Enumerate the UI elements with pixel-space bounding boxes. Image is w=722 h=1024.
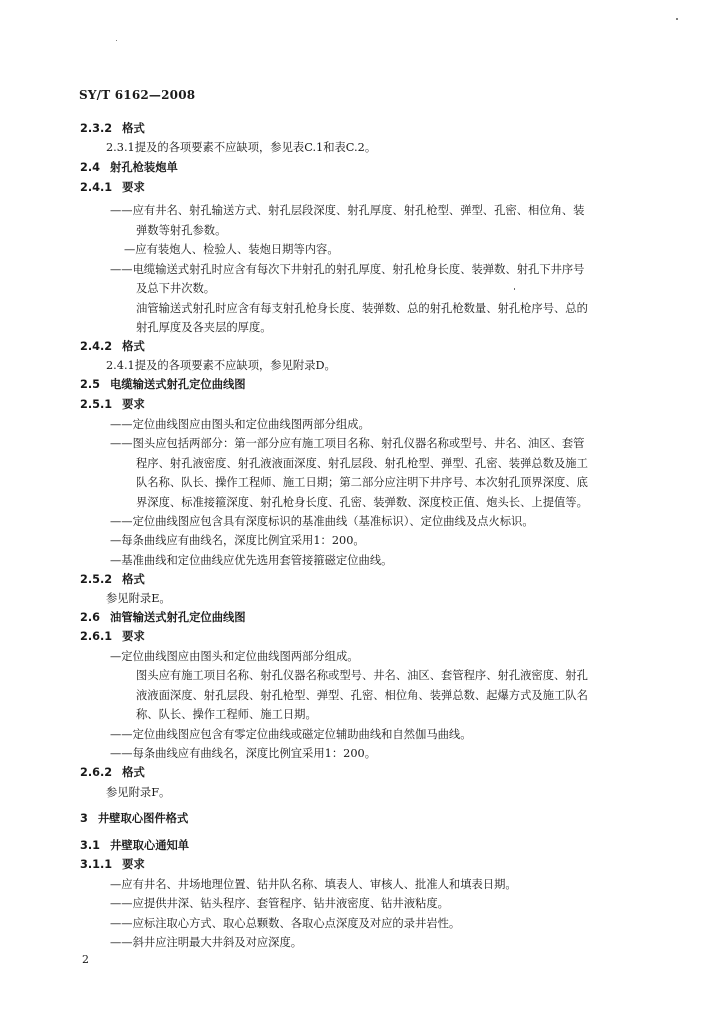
standard-code-header: SY/T 6162—2008 — [79, 88, 196, 102]
list-item: ——应有井名、射孔输送方式、射孔层段深度、射孔厚度、射孔枪型、弹型、孔密、相位角、装 — [110, 204, 585, 217]
list-item: ——斜井应注明最大井斜及对应深度。 — [110, 936, 303, 949]
list-item-continuation: 射孔厚度及各夹层的厚度。 — [136, 321, 272, 334]
scan-speck — [676, 18, 678, 20]
list-item-continuation: 队名称、队长、操作工程师、施工日期；第二部分应注明下井序号、本次射孔顶界深度、底 — [136, 476, 588, 489]
list-item: 图头应有施工项目名称、射孔仪器名称或型号、井名、油区、套管程序、射孔液密度、射孔 — [136, 669, 588, 682]
heading-2-3-2: 2.3.2 格式 — [80, 122, 145, 135]
page-number: 2 — [82, 953, 89, 966]
list-item-continuation: 及总下井次数。 — [136, 282, 216, 295]
list-item: ——电缆输送式射孔时应含有每次下井射孔的射孔厚度、射孔枪身长度、装弹数、射孔下井序号 — [110, 263, 585, 276]
list-item: —基准曲线和定位曲线应优先选用套管接箍磁定位曲线。 — [110, 554, 393, 567]
list-item: ——定位曲线图应包含具有深度标识的基准曲线（基准标识）、定位曲线及点火标识。 — [110, 515, 534, 528]
list-item-continuation: 称、队长、操作工程师、施工日期。 — [136, 708, 317, 721]
list-item-continuation: 界深度、标准接箍深度、射孔枪身长度、孔密、装弹数、深度校正值、炮头长、上提值等。 — [136, 496, 588, 509]
paragraph-line: 2.4.1提及的各项要素不应缺项，参见附录D。 — [106, 359, 336, 372]
list-item: —每条曲线应有曲线名，深度比例宜采用1：200。 — [110, 534, 365, 547]
list-item: ——应提供井深、钻头程序、套管程序、钻井液密度、钻井液粘度。 — [110, 897, 449, 910]
heading-2-6-1: 2.6.1 要求 — [80, 630, 145, 643]
scan-speck — [116, 40, 117, 41]
heading-2-6: 2.6 油管输送式射孔定位曲线图 — [80, 611, 246, 624]
paragraph-line: 参见附录F。 — [106, 786, 171, 799]
list-item: ——应标注取心方式、取心总颗数、各取心点深度及对应的录井岩性。 — [110, 917, 461, 930]
heading-2-5-1: 2.5.1 要求 — [80, 398, 145, 411]
heading-2-4-1: 2.4.1 要求 — [80, 181, 145, 194]
list-item-continuation: 程序、射孔液密度、射孔液液面深度、射孔层段、射孔枪型、弹型、孔密、装弹总数及施工 — [136, 457, 588, 470]
heading-3: 3 井壁取心图件格式 — [80, 812, 189, 825]
list-item: ——定位曲线图应由图头和定位曲线图两部分组成。 — [110, 418, 370, 431]
list-item: ——图头应包括两部分：第一部分应有施工项目名称、射孔仪器名称或型号、井名、油区、套管 — [110, 437, 585, 450]
scan-speck — [514, 288, 515, 290]
list-item: ——定位曲线图应包含有零定位曲线或磁定位辅助曲线和自然伽马曲线。 — [110, 728, 472, 741]
heading-3-1: 3.1 井壁取心通知单 — [80, 839, 190, 852]
heading-3-1-1: 3.1.1 要求 — [80, 858, 145, 871]
list-item-continuation: 弹数等射孔参数。 — [136, 224, 227, 237]
heading-2-4-2: 2.4.2 格式 — [80, 340, 145, 353]
list-item: —应有装炮人、检验人、装炮日期等内容。 — [124, 243, 339, 256]
paragraph-line: 2.3.1提及的各项要素不应缺项，参见表C.1和表C.2。 — [106, 141, 377, 154]
paragraph-line: 参见附录E。 — [106, 592, 171, 605]
heading-2-5: 2.5 电缆输送式射孔定位曲线图 — [80, 378, 246, 391]
list-item: 油管输送式射孔时应含有每支射孔枪身长度、装弹数、总的射孔枪数量、射孔枪序号、总的 — [136, 302, 588, 315]
list-item: —定位曲线图应由图头和定位曲线图两部分组成。 — [110, 650, 359, 663]
list-item-continuation: 液液面深度、射孔层段、射孔枪型、弹型、孔密、相位角、装弹总数、起爆方式及施工队名 — [136, 689, 588, 702]
heading-2-5-2: 2.5.2 格式 — [80, 573, 145, 586]
list-item: —应有井名、井场地理位置、钻井队名称、填表人、审核人、批准人和填表日期。 — [110, 878, 517, 891]
heading-2-4: 2.4 射孔枪装炮单 — [80, 161, 178, 174]
list-item: ——每条曲线应有曲线名，深度比例宜采用1：200。 — [110, 747, 376, 760]
heading-2-6-2: 2.6.2 格式 — [80, 766, 145, 779]
